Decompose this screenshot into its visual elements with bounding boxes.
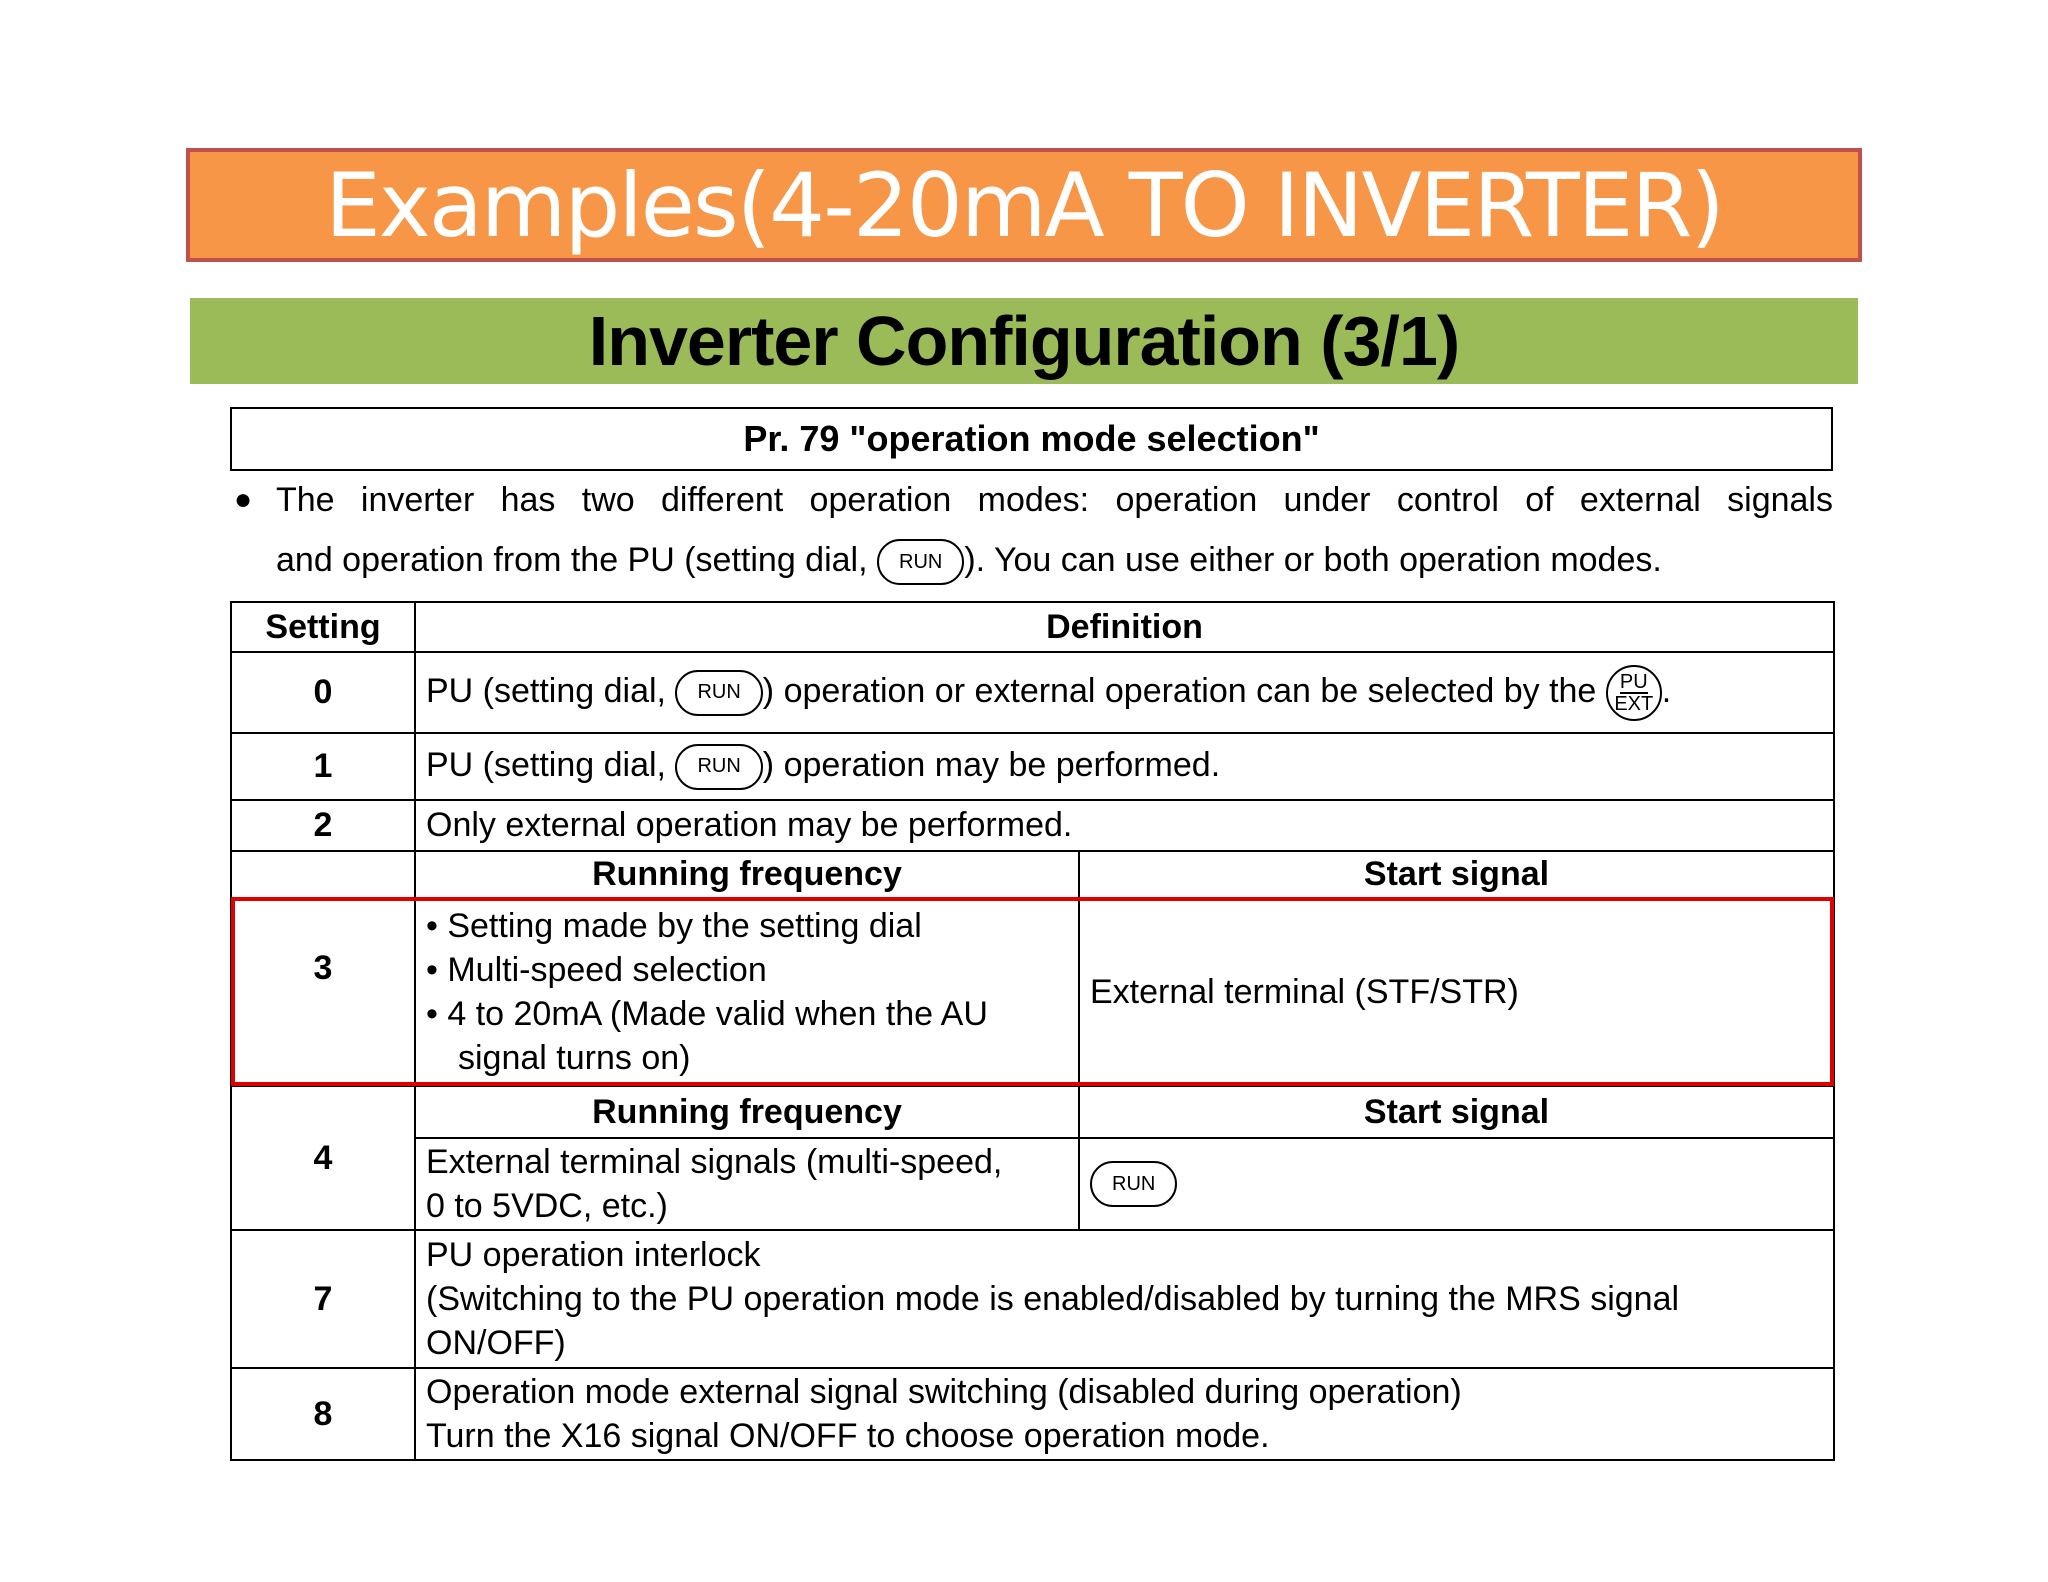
running-frequency-cell <box>415 1138 1079 1230</box>
intro-line-2-prefix: and operation from the PU (setting dial, <box>276 541 868 579</box>
run-key-icon: RUN <box>675 670 762 716</box>
bullet-icon: ● <box>234 483 253 516</box>
table-row <box>231 1086 1834 1138</box>
title-banner <box>186 148 1862 262</box>
start-signal-cell <box>1079 1138 1834 1230</box>
frequency-option: • 4 to 20mA (Made valid when the AU <box>426 995 988 1033</box>
definition-text: ) operation or external operation can be selected by the <box>762 671 1597 710</box>
start-signal-header: Start signal <box>1079 851 1834 898</box>
definition-cell <box>415 652 1834 733</box>
setting-value: 4 <box>231 1086 415 1230</box>
run-key-icon: RUN <box>877 539 964 585</box>
frequency-option: • Setting made by the setting dial <box>426 907 922 945</box>
definition-text: Only external operation may be performed. <box>415 800 1834 851</box>
table-row <box>231 851 1834 898</box>
definition-column-header: Definition <box>415 602 1834 652</box>
setting-value: 1 <box>231 733 415 800</box>
definition-line: Operation mode external signal switching (disabled during operation) <box>426 1373 1462 1411</box>
definition-text: . <box>1661 671 1672 710</box>
definition-cell <box>415 1368 1834 1460</box>
frequency-option: External terminal signals (multi-speed, <box>426 1143 1003 1181</box>
parameter-heading: Pr. 79 "operation mode selection" <box>743 418 1320 459</box>
table-row <box>231 1368 1834 1460</box>
definition-line: ON/OFF) <box>426 1324 566 1362</box>
table-row <box>231 800 1834 851</box>
page-title: Examples(4-20mA TO INVERTER) <box>325 153 1723 257</box>
start-signal-header: Start signal <box>1079 1086 1834 1138</box>
setting-value: 3 <box>231 851 415 1086</box>
definition-text: PU (setting dial, <box>426 671 666 710</box>
intro-line-2 <box>276 530 1662 590</box>
definition-text: ) operation may be performed. <box>762 745 1221 784</box>
table-row <box>231 652 1834 733</box>
intro-line-1: The inverter has two different operation modes: operation under control of external signals <box>276 481 1833 519</box>
table-header-row <box>231 602 1834 652</box>
pu-ext-key-icon <box>1606 665 1662 721</box>
intro-line-2-suffix: ). You can use either or both operation modes. <box>964 541 1662 579</box>
setting-value: 0 <box>231 652 415 733</box>
subtitle-banner <box>190 298 1858 384</box>
setting-column-header: Setting <box>231 602 415 652</box>
settings-table <box>230 601 1835 1461</box>
running-frequency-cell <box>415 898 1079 1086</box>
setting-value: 7 <box>231 1230 415 1368</box>
setting-value: 8 <box>231 1368 415 1460</box>
frequency-option: • Multi-speed selection <box>426 951 767 989</box>
running-frequency-header: Running frequency <box>415 851 1079 898</box>
definition-line: Turn the X16 signal ON/OFF to choose operation mode. <box>426 1417 1270 1455</box>
run-key-icon: RUN <box>675 744 762 790</box>
table-row <box>231 898 1834 1086</box>
parameter-heading-box <box>230 407 1833 471</box>
frequency-option: signal turns on) <box>458 1039 691 1077</box>
pu-label: PU <box>1619 670 1648 693</box>
table-row <box>231 733 1834 800</box>
intro-paragraph <box>230 470 1833 590</box>
frequency-option: 0 to 5VDC, etc.) <box>426 1187 668 1225</box>
running-frequency-header: Running frequency <box>415 1086 1079 1138</box>
table-row <box>231 1138 1834 1230</box>
run-key-icon: RUN <box>1090 1161 1177 1207</box>
definition-text: PU (setting dial, <box>426 745 666 784</box>
ext-label: EXT <box>1614 692 1654 715</box>
setting-value: 2 <box>231 800 415 851</box>
definition-cell <box>415 733 1834 800</box>
definition-line: PU operation interlock <box>426 1236 761 1274</box>
definition-line: (Switching to the PU operation mode is enabled/disabled by turning the MRS signal <box>426 1280 1680 1318</box>
definition-cell <box>415 1230 1834 1368</box>
table-row <box>231 1230 1834 1368</box>
start-signal-cell: External terminal (STF/STR) <box>1079 898 1834 1086</box>
page-subtitle: Inverter Configuration (3/1) <box>588 302 1460 380</box>
